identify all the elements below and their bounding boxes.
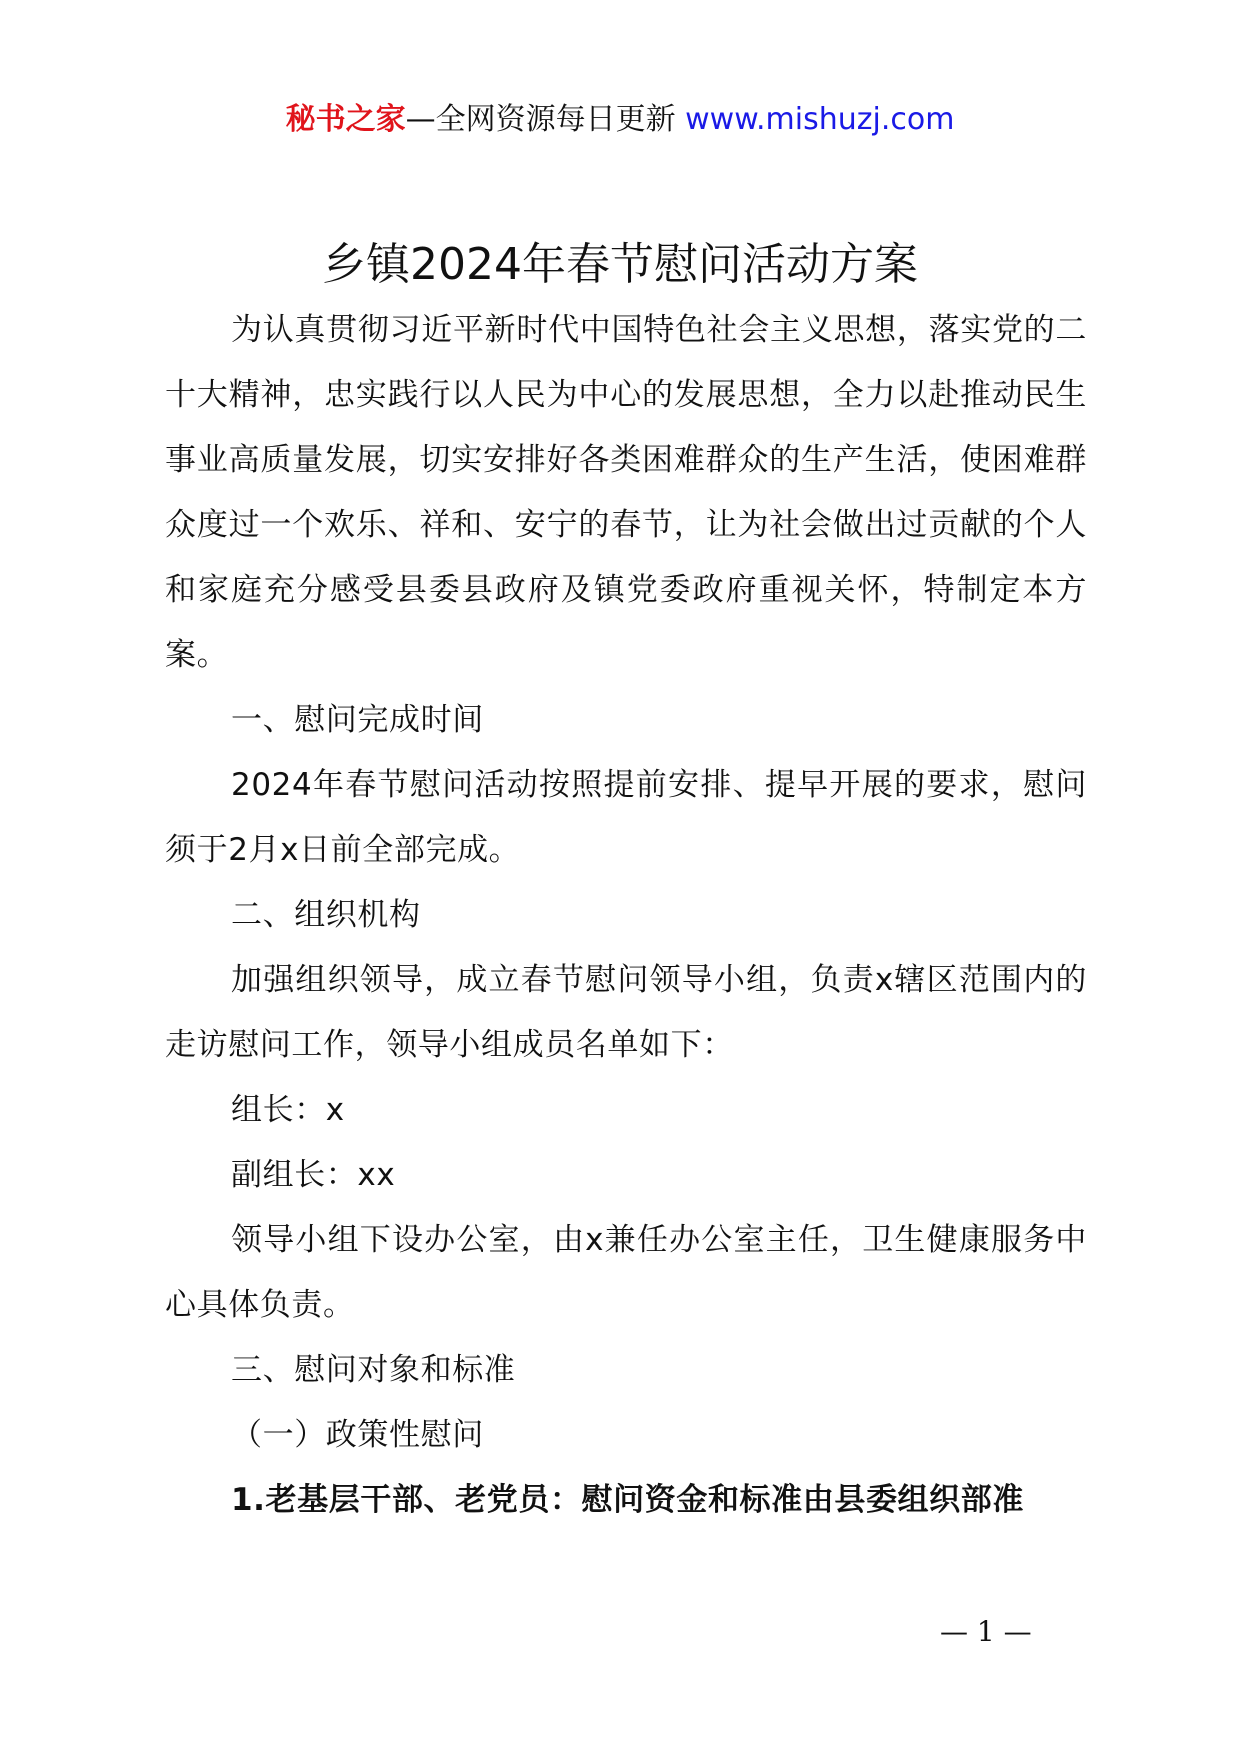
page-number: — 1 — bbox=[940, 1615, 1032, 1648]
site-brand: 秘书之家 bbox=[285, 102, 406, 137]
site-tagline: —全网资源每日更新 bbox=[405, 102, 676, 137]
section-heading-recipients: 三、慰问对象和标准 bbox=[231, 1352, 516, 1388]
organization-paragraph: 加强组织领导，成立春节慰问领导小组，负责x辖区范围内的走访慰问工作，领导小组成员名单如下： bbox=[165, 962, 1087, 1063]
section-heading-time: 一、慰问完成时间 bbox=[231, 702, 484, 738]
intro-paragraph: 为认真贯彻习近平新时代中国特色社会主义思想，落实党的二十大精神，忠实践行以人民为中心的发展思想，全力以赴推动民生事业高质量发展，切实安排好各类困难群众的生产生活，使困难群众度过一个欢乐、祥和、安宁的春节，让为社会做出过贡献的个人和家庭充分感受县委县政府及镇党委政府重视关怀，特制定本方案。 bbox=[165, 312, 1087, 673]
item-veteran-cadres: 1.老基层干部、老党员：慰问资金和标准由县委组织部准 bbox=[231, 1482, 1024, 1518]
deputy-leader-line: 副组长：xx bbox=[231, 1157, 396, 1193]
section-heading-organization: 二、组织机构 bbox=[231, 897, 421, 933]
document-body bbox=[165, 298, 1087, 1533]
time-paragraph: 2024年春节慰问活动按照提前安排、提早开展的要求，慰问须于2月x日前全部完成。 bbox=[165, 767, 1087, 868]
document-title: 乡镇2024年春节慰问活动方案 bbox=[322, 239, 918, 290]
site-url-link[interactable]: www.mishuzj.com bbox=[685, 102, 955, 137]
office-paragraph: 领导小组下设办公室，由x兼任办公室主任，卫生健康服务中心具体负责。 bbox=[165, 1222, 1087, 1323]
subsection-heading-policy: （一）政策性慰问 bbox=[231, 1417, 484, 1453]
site-header bbox=[0, 100, 1240, 140]
group-leader-line: 组长：x bbox=[231, 1092, 345, 1128]
